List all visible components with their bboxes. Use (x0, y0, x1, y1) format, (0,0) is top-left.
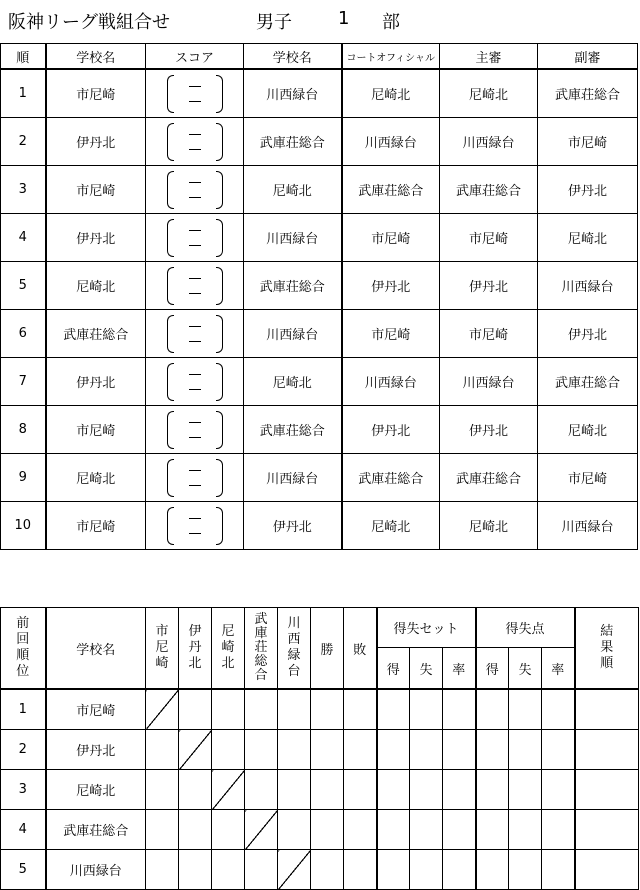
set-ratio-cell (443, 689, 476, 730)
sub-referee: 尼崎北 (538, 406, 638, 454)
schedule-row (1, 166, 638, 214)
school-b: 川西緑台 (244, 214, 342, 262)
point-ratio-cell (542, 770, 575, 810)
header-point-group: 得失点 (476, 608, 575, 648)
prev-rank: 3 (1, 770, 46, 810)
schedule-row (1, 406, 638, 454)
header-school: 学校名 (46, 608, 146, 690)
point-loss-cell (509, 810, 542, 850)
referee: 市尼崎 (440, 310, 538, 358)
school-a: 市尼崎 (46, 502, 146, 550)
sub-referee: 武庫荘総合 (538, 358, 638, 406)
score-cell (146, 310, 244, 358)
self-match-diagonal (212, 770, 245, 810)
score-box (165, 170, 225, 210)
losses-cell (344, 850, 377, 890)
set-ratio-cell (443, 730, 476, 770)
point-gain-cell (476, 770, 509, 810)
standings-table (0, 607, 639, 890)
court-official: 伊丹北 (342, 406, 440, 454)
score-cell (146, 214, 244, 262)
header-set-group: 得失セット (377, 608, 476, 648)
school-a: 伊丹北 (46, 118, 146, 166)
row-order: 9 (1, 454, 46, 502)
score-dash-top (189, 134, 201, 135)
school-b: 武庫荘総合 (244, 118, 342, 166)
self-match-diagonal (179, 730, 212, 770)
score-bracket-left (167, 315, 174, 353)
set-ratio-cell (443, 810, 476, 850)
score-bracket-left (167, 171, 174, 209)
match-result-cell (212, 810, 245, 850)
standings-row (1, 730, 639, 770)
point-gain-cell (476, 689, 509, 730)
score-cell (146, 262, 244, 310)
school-a: 尼崎北 (46, 454, 146, 502)
match-schedule-table (0, 43, 638, 550)
court-official: 市尼崎 (342, 310, 440, 358)
self-match-diagonal (245, 810, 278, 850)
wins-cell (311, 730, 344, 770)
losses-cell (344, 770, 377, 810)
schedule-row (1, 310, 638, 358)
prev-rank: 5 (1, 850, 46, 890)
score-bracket-right (216, 123, 223, 161)
wins-cell (311, 850, 344, 890)
header-wins: 勝 (311, 608, 344, 690)
header-sub-referee: 副審 (538, 44, 638, 70)
score-dash-top (189, 470, 201, 471)
score-cell (146, 166, 244, 214)
match-result-cell (278, 730, 311, 770)
schedule-row (1, 502, 638, 550)
score-dash-bottom (189, 437, 201, 438)
score-bracket-right (216, 507, 223, 545)
score-box (165, 218, 225, 258)
header-point-loss: 失 (509, 648, 542, 689)
score-dash-bottom (189, 149, 201, 150)
page-title (0, 0, 640, 40)
referee: 武庫荘総合 (440, 454, 538, 502)
match-result-cell (245, 689, 278, 730)
set-gain-cell (377, 770, 410, 810)
set-loss-cell (410, 689, 443, 730)
result-cell (575, 689, 639, 730)
schedule-row (1, 454, 638, 502)
match-result-cell (146, 810, 179, 850)
score-dash-bottom (189, 533, 201, 534)
school-b: 武庫荘総合 (244, 262, 342, 310)
row-order: 4 (1, 214, 46, 262)
score-bracket-right (216, 315, 223, 353)
match-result-cell (212, 730, 245, 770)
score-bracket-left (167, 459, 174, 497)
sub-referee: 尼崎北 (538, 214, 638, 262)
header-opp-1: 市 尼 崎 (146, 608, 179, 690)
sub-referee: 伊丹北 (538, 166, 638, 214)
court-official: 川西緑台 (342, 118, 440, 166)
school-b: 川西緑台 (244, 69, 342, 118)
wins-cell (311, 689, 344, 730)
header-result: 結 果 順 (575, 608, 639, 690)
header-point-ratio: 率 (542, 648, 575, 689)
score-bracket-right (216, 219, 223, 257)
standings-body (1, 689, 639, 890)
score-cell (146, 118, 244, 166)
match-result-cell (179, 770, 212, 810)
score-dash-bottom (189, 341, 201, 342)
team-name: 伊丹北 (46, 730, 146, 770)
score-dash-top (189, 182, 201, 183)
header-opp-5: 川 西 緑 台 (278, 608, 311, 690)
match-result-cell (146, 850, 179, 890)
match-result-cell (179, 850, 212, 890)
header-opp-4: 武 庫 荘 総 合 (245, 608, 278, 690)
score-dash-top (189, 518, 201, 519)
court-official: 武庫荘総合 (342, 454, 440, 502)
header-opp-2: 伊 丹 北 (179, 608, 212, 690)
header-prev-rank: 前 回 順 位 (1, 608, 46, 690)
set-gain-cell (377, 730, 410, 770)
score-box (165, 266, 225, 306)
league-title: 阪神リーグ戦組合せ (8, 12, 170, 33)
referee: 川西緑台 (440, 118, 538, 166)
header-court-official: コートオフィシャル (342, 44, 440, 70)
header-set-loss: 失 (410, 648, 443, 689)
header-set-ratio: 率 (443, 648, 476, 689)
losses-cell (344, 810, 377, 850)
wins-cell (311, 810, 344, 850)
school-b: 尼崎北 (244, 166, 342, 214)
score-box (165, 506, 225, 546)
set-loss-cell (410, 850, 443, 890)
header-point-gain: 得 (476, 648, 509, 689)
team-name: 武庫荘総合 (46, 810, 146, 850)
sub-referee: 市尼崎 (538, 118, 638, 166)
score-box (165, 458, 225, 498)
score-bracket-left (167, 219, 174, 257)
standings-row (1, 689, 639, 730)
score-cell (146, 69, 244, 118)
match-result-cell (245, 730, 278, 770)
header-order: 順 (1, 44, 46, 70)
score-box (165, 314, 225, 354)
prev-rank: 4 (1, 810, 46, 850)
point-loss-cell (509, 850, 542, 890)
header-opp-3: 尼 崎 北 (212, 608, 245, 690)
score-box (165, 122, 225, 162)
losses-cell (344, 730, 377, 770)
school-a: 尼崎北 (46, 262, 146, 310)
row-order: 6 (1, 310, 46, 358)
section-label: 部 (382, 12, 400, 33)
referee: 伊丹北 (440, 262, 538, 310)
score-dash-bottom (189, 485, 201, 486)
header-school-b: 学校名 (244, 44, 342, 70)
score-bracket-right (216, 171, 223, 209)
referee: 川西緑台 (440, 358, 538, 406)
match-result-cell (179, 689, 212, 730)
score-bracket-left (167, 75, 174, 113)
row-order: 1 (1, 69, 46, 118)
match-result-cell (146, 770, 179, 810)
sub-referee: 武庫荘総合 (538, 69, 638, 118)
referee: 市尼崎 (440, 214, 538, 262)
header-losses: 敗 (344, 608, 377, 690)
score-box (165, 362, 225, 402)
score-dash-bottom (189, 389, 201, 390)
score-dash-top (189, 326, 201, 327)
score-dash-top (189, 86, 201, 87)
standings-row (1, 770, 639, 810)
school-a: 伊丹北 (46, 358, 146, 406)
schedule-row (1, 214, 638, 262)
match-result-cell (212, 850, 245, 890)
standings-header-row (1, 608, 639, 648)
point-gain-cell (476, 810, 509, 850)
score-bracket-right (216, 411, 223, 449)
schedule-row (1, 358, 638, 406)
point-loss-cell (509, 730, 542, 770)
result-cell (575, 850, 639, 890)
score-bracket-left (167, 507, 174, 545)
referee: 伊丹北 (440, 406, 538, 454)
point-ratio-cell (542, 730, 575, 770)
team-name: 市尼崎 (46, 689, 146, 730)
score-dash-top (189, 374, 201, 375)
court-official: 尼崎北 (342, 69, 440, 118)
court-official: 武庫荘総合 (342, 166, 440, 214)
self-match-diagonal (146, 689, 179, 730)
score-dash-bottom (189, 197, 201, 198)
score-dash-top (189, 230, 201, 231)
header-score: スコア (146, 44, 244, 70)
header-school-a: 学校名 (46, 44, 146, 70)
row-order: 2 (1, 118, 46, 166)
set-ratio-cell (443, 770, 476, 810)
match-result-cell (245, 850, 278, 890)
school-b: 尼崎北 (244, 358, 342, 406)
school-b: 武庫荘総合 (244, 406, 342, 454)
score-box (165, 74, 225, 114)
match-result-cell (179, 810, 212, 850)
score-bracket-left (167, 363, 174, 401)
set-ratio-cell (443, 850, 476, 890)
court-official: 市尼崎 (342, 214, 440, 262)
score-dash-top (189, 422, 201, 423)
point-loss-cell (509, 770, 542, 810)
match-result-cell (245, 770, 278, 810)
score-dash-bottom (189, 245, 201, 246)
schedule-row (1, 118, 638, 166)
school-a: 市尼崎 (46, 69, 146, 118)
self-match-diagonal (278, 850, 311, 890)
score-dash-top (189, 278, 201, 279)
set-loss-cell (410, 770, 443, 810)
score-bracket-right (216, 267, 223, 305)
sub-referee: 伊丹北 (538, 310, 638, 358)
set-gain-cell (377, 689, 410, 730)
court-official: 尼崎北 (342, 502, 440, 550)
point-loss-cell (509, 689, 542, 730)
team-name: 川西緑台 (46, 850, 146, 890)
result-cell (575, 810, 639, 850)
school-a: 市尼崎 (46, 406, 146, 454)
prev-rank: 2 (1, 730, 46, 770)
score-dash-bottom (189, 293, 201, 294)
point-ratio-cell (542, 850, 575, 890)
row-order: 7 (1, 358, 46, 406)
set-gain-cell (377, 850, 410, 890)
score-dash-bottom (189, 101, 201, 102)
match-result-cell (212, 689, 245, 730)
row-order: 5 (1, 262, 46, 310)
school-a: 武庫荘総合 (46, 310, 146, 358)
score-bracket-left (167, 267, 174, 305)
score-cell (146, 502, 244, 550)
score-bracket-right (216, 363, 223, 401)
school-a: 伊丹北 (46, 214, 146, 262)
score-bracket-left (167, 123, 174, 161)
point-ratio-cell (542, 689, 575, 730)
point-ratio-cell (542, 810, 575, 850)
header-set-gain: 得 (377, 648, 410, 689)
referee: 武庫荘総合 (440, 166, 538, 214)
standings-row (1, 810, 639, 850)
row-order: 10 (1, 502, 46, 550)
score-box (165, 410, 225, 450)
school-b: 伊丹北 (244, 502, 342, 550)
court-official: 川西緑台 (342, 358, 440, 406)
court-official: 伊丹北 (342, 262, 440, 310)
match-result-cell (146, 730, 179, 770)
match-result-cell (278, 810, 311, 850)
row-order: 8 (1, 406, 46, 454)
schedule-row (1, 262, 638, 310)
point-gain-cell (476, 850, 509, 890)
standings-row (1, 850, 639, 890)
prev-rank: 1 (1, 689, 46, 730)
set-loss-cell (410, 810, 443, 850)
losses-cell (344, 689, 377, 730)
match-result-cell (278, 770, 311, 810)
header-referee: 主審 (440, 44, 538, 70)
team-name: 尼崎北 (46, 770, 146, 810)
score-bracket-left (167, 411, 174, 449)
set-loss-cell (410, 730, 443, 770)
referee: 尼崎北 (440, 502, 538, 550)
score-cell (146, 358, 244, 406)
result-cell (575, 730, 639, 770)
score-cell (146, 406, 244, 454)
point-gain-cell (476, 730, 509, 770)
school-a: 市尼崎 (46, 166, 146, 214)
schedule-header-row (1, 44, 638, 70)
row-order: 3 (1, 166, 46, 214)
school-b: 川西緑台 (244, 454, 342, 502)
referee: 尼崎北 (440, 69, 538, 118)
sub-referee: 川西緑台 (538, 502, 638, 550)
match-result-cell (278, 689, 311, 730)
school-b: 川西緑台 (244, 310, 342, 358)
sub-referee: 市尼崎 (538, 454, 638, 502)
sub-referee: 川西緑台 (538, 262, 638, 310)
wins-cell (311, 770, 344, 810)
score-bracket-right (216, 459, 223, 497)
score-bracket-right (216, 75, 223, 113)
score-cell (146, 454, 244, 502)
division-label: 男子 (256, 12, 292, 33)
schedule-body (1, 69, 638, 550)
division-number: 1 (338, 8, 350, 29)
set-gain-cell (377, 810, 410, 850)
result-cell (575, 770, 639, 810)
schedule-row (1, 69, 638, 118)
